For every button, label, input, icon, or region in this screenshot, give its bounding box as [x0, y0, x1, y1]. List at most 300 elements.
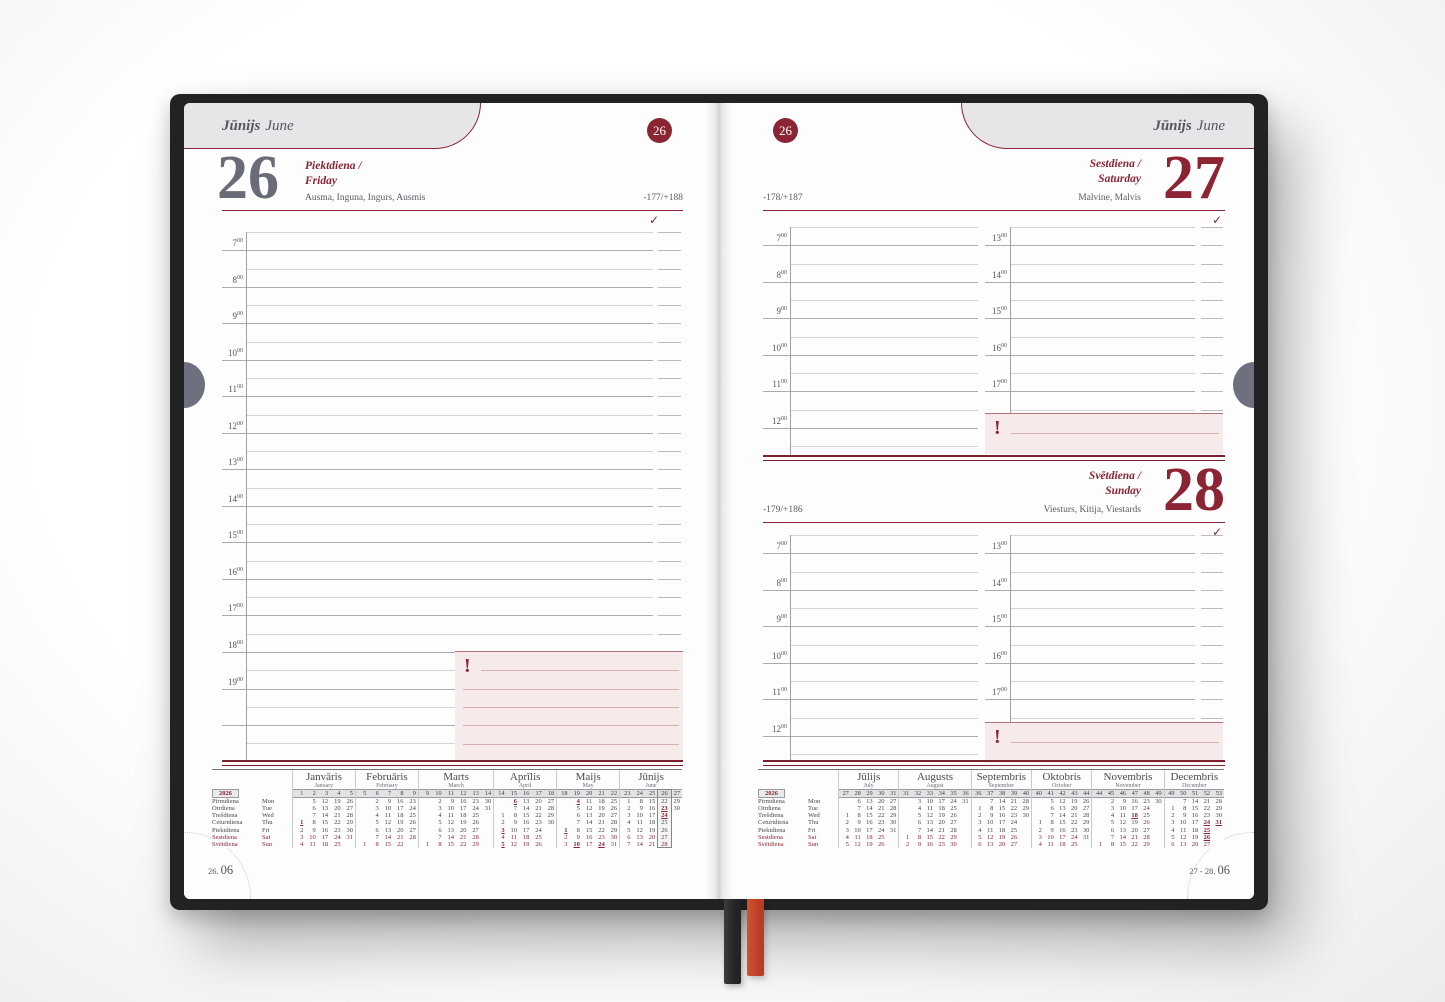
time-label: $16^{00}$	[228, 567, 243, 577]
margin-tick	[658, 561, 681, 562]
time-label: $11^{00}$	[228, 384, 243, 394]
alert-line	[463, 707, 679, 708]
time-label: $14^{00}$	[992, 578, 1007, 588]
calendar-weekday-label: Sestdiena Sat	[212, 833, 271, 841]
calendar-week-row: 3 10 17 24	[375, 805, 416, 813]
calendar-month-july: Jūlijs July 27 28 29 30 31 6 13 20 27 7 14 21 28 1 8 15 22 29 2 9 16 23 30 3 10 17 24 31 4 11 18 25 5 12 19 26	[838, 770, 898, 848]
double-rule	[222, 760, 683, 766]
margin-tick	[658, 323, 681, 324]
schedule-line	[985, 663, 1195, 664]
time-label: $14^{00}$	[228, 494, 243, 504]
margin-tick	[658, 542, 681, 543]
margin-tick	[1201, 572, 1223, 573]
margin-tick	[658, 615, 681, 616]
calendar-month-october: Oktobris October 40 41 42 43 44 5 12 19 26 6 13 20 27 7 14 21 28 1 8 15 22 29 2 9 16 23 30 3 10 17 24 31 4 11 18 25	[1031, 770, 1091, 848]
footer-day: 26.	[208, 866, 219, 876]
schedule-line	[222, 579, 653, 580]
check-mark: ✓	[1211, 525, 1222, 539]
margin-tick	[1201, 300, 1223, 301]
calendar-week-row: 1 8 15 22	[363, 840, 404, 848]
time-label: $8^{00}$	[776, 270, 787, 280]
calendar-month-january: Janvāris January 1 2 3 4 5 5 12 19 26 6 13 20 27 7 14 21 28 1 8 15 22 29 2 9 16 23 30 3 10 17 24 31 4 11 18 25	[292, 770, 355, 848]
alert-line	[1011, 433, 1219, 434]
schedule-line	[1010, 681, 1195, 682]
calendar-weekday-label: Ceturtdiena Thu	[758, 819, 819, 827]
calendar-week-row: 3 10 17 24 31	[564, 840, 618, 848]
margin-vertical-line	[1010, 227, 1011, 413]
namedays: Malvine, Malvis	[1078, 193, 1141, 203]
alert-notes-box	[455, 651, 683, 760]
day-number-26: 26	[217, 144, 279, 212]
calendar-week-row: 6 13 20 27	[857, 798, 897, 805]
margin-tick	[658, 378, 681, 379]
schedule-line	[985, 699, 1195, 700]
margin-tick	[1201, 337, 1223, 338]
margin-tick	[1201, 282, 1223, 283]
calendar-week-row: 5 12 19 26	[501, 840, 542, 848]
calendar-week-row: 4 11 18 25	[1110, 812, 1150, 820]
current-week-highlight	[657, 789, 671, 848]
calendar-month-august: Augusts August 31 32 33 34 35 36 3 10 17 24 31 4 11 18 25 5 12 19 26 6 13 20 27 7 14 21 28 1 8 15 22 29 2 9 16 23 30	[898, 770, 970, 848]
margin-tick	[658, 524, 681, 525]
schedule-line	[985, 282, 1195, 283]
calendar-month-june: Jūnijs June 23 24 25 26 27 1 8 15 22 29 2 9 16 23 30 3 10 17 24 4 11 18 25 5 12 19 26 6 13 20 27 7 14 21 28	[619, 770, 682, 848]
margin-tick	[1201, 608, 1223, 609]
margin-tick	[1201, 699, 1223, 700]
calendar-month-march: Marts March 9 10 11 12 13 14 2 9 16 23 30 3 10 17 24 31 4 11 18 25 5 12 19 26 6 13 20 27 7 14 21 28 1 8 15 22 29	[418, 770, 493, 848]
calendar-week-row: 4 11 18 25	[438, 812, 479, 820]
margin-tick	[1201, 663, 1223, 664]
schedule-line	[1010, 300, 1195, 301]
day-number-28: 28	[1163, 456, 1225, 524]
time-label: $10^{00}$	[772, 343, 787, 353]
schedule-line	[246, 634, 653, 635]
calendar-week-row: 6 13 20 27	[1171, 840, 1211, 848]
schedule-line	[763, 355, 978, 356]
time-label: $15^{00}$	[992, 306, 1007, 316]
schedule-line	[790, 645, 978, 646]
calendar-month-may: Maijs May 18 19 20 21 22 4 11 18 25 5 12 19 26 6 13 20 27 7 14 21 28 1 8 15 22 29 2 9 16 23 30 3 10 17 24 31	[556, 770, 619, 848]
bookmark-ribbon-red	[747, 899, 764, 976]
calendar-week-row: 3 10 17 24 31	[1171, 819, 1222, 827]
calendar-week-row: 1 8 15 22 29	[845, 812, 897, 820]
double-rule	[763, 455, 1225, 461]
schedule-line	[1010, 645, 1195, 646]
time-label: $12^{00}$	[772, 724, 787, 734]
margin-tick	[658, 305, 681, 306]
mini-calendar-jan-jun	[212, 769, 682, 848]
calendar-week-row: 1 8 15 22 29	[1099, 840, 1150, 848]
schedule-line	[763, 245, 978, 246]
double-rule	[763, 760, 1225, 766]
schedule-line	[222, 506, 653, 507]
calendar-week-row: 1 8 15 22 29	[564, 826, 618, 834]
time-label: $10^{00}$	[228, 348, 243, 358]
diary-book-cover	[170, 94, 1268, 910]
calendar-week-row: 7 14 21 28	[1110, 833, 1150, 841]
schedule-line	[1010, 373, 1195, 374]
namedays: Ausma, Inguna, Ingurs, Ausmis	[305, 193, 426, 203]
time-label: $10^{00}$	[772, 651, 787, 661]
margin-tick	[658, 634, 681, 635]
schedule-line	[222, 433, 653, 434]
alert-line	[463, 689, 679, 690]
time-label: $17^{00}$	[992, 687, 1007, 697]
margin-vertical-line	[790, 535, 791, 760]
schedule-line	[222, 542, 653, 543]
day-name	[1090, 157, 1141, 187]
time-label: $17^{00}$	[992, 379, 1007, 389]
margin-tick	[1201, 718, 1223, 719]
schedule-line	[246, 488, 653, 489]
schedule-line	[763, 318, 978, 319]
alert-line	[463, 744, 679, 745]
calendar-weekday-label: Otrdiena Tue	[212, 805, 272, 813]
calendar-week-row: 2 9 16 23 30	[300, 826, 353, 834]
schedule-line	[790, 754, 978, 755]
calendar-month-april: Aprīlis April 14 15 16 17 18 6 13 20 27 7 14 21 28 1 8 15 22 29 2 9 16 23 30 3 10 17 24 4 11 18 25 5 12 19 26	[493, 770, 556, 848]
month-title	[222, 118, 294, 135]
schedule-line	[763, 663, 978, 664]
calendar-week-row: 4 11 18 25	[917, 805, 957, 813]
calendar-week-row: 3 10 17 24	[1110, 805, 1150, 813]
thumb-notch	[1233, 362, 1254, 408]
margin-tick	[1201, 318, 1223, 319]
calendar-week-row: 6 13 20 27	[978, 840, 1018, 848]
margin-tick	[658, 433, 681, 434]
month-name-en: June	[265, 118, 294, 134]
calendar-week-row: 1 8 15 22 29	[1171, 805, 1222, 813]
schedule-line	[985, 590, 1195, 591]
calendar-week-row: 2 9 16 23 30	[1171, 812, 1222, 820]
calendar-week-row: 6 13 20 27	[627, 833, 668, 841]
schedule-line	[790, 446, 978, 447]
time-label: $8^{00}$	[232, 275, 243, 285]
week-number-badge: 26	[647, 118, 672, 143]
day-name-lv: Svētdiena /	[1088, 470, 1141, 482]
calendar-week-row: 5 12 19 26	[845, 840, 885, 848]
margin-vertical-line	[790, 227, 791, 455]
margin-tick	[1201, 373, 1223, 374]
margin-vertical-line	[1010, 535, 1011, 722]
margin-tick	[1201, 553, 1223, 554]
schedule-line	[763, 428, 978, 429]
margin-tick	[658, 250, 681, 251]
calendar-week-row: 1 8 15 22 29	[1038, 819, 1090, 827]
calendar-week-row: 5 12 19 26	[1110, 819, 1150, 827]
day-name	[1089, 469, 1141, 499]
calendar-week-row: 4 11 18 25	[627, 819, 668, 827]
schedule-line	[246, 269, 653, 270]
schedule-line	[1010, 572, 1195, 573]
calendar-week-row: 2 9 16 23 30	[1110, 798, 1162, 805]
schedule-line	[790, 264, 978, 265]
exclamation-mark: !	[994, 417, 1001, 439]
schedule-line	[222, 360, 653, 361]
schedule-line	[1010, 264, 1195, 265]
calendar-week-row: 4 11 18 25	[300, 840, 341, 848]
calendar-week-row: 6 13 20 27	[917, 819, 957, 827]
schedule-line	[246, 597, 653, 598]
time-label: $16^{00}$	[992, 343, 1007, 353]
calendar-week-row: 1 8 15 22 29	[906, 833, 957, 841]
schedule-line	[790, 373, 978, 374]
calendar-week-row: 2 9 16 23 30	[438, 798, 492, 805]
calendar-weekday-label: Trešdiena Wed	[212, 812, 274, 820]
day-name-lv: Sestdiena /	[1089, 158, 1141, 170]
time-label: $11^{00}$	[772, 379, 787, 389]
sun-times: -177/+188	[643, 193, 683, 203]
margin-tick	[1201, 645, 1223, 646]
schedule-line	[222, 287, 653, 288]
calendar-week-row: 5 12 19 26	[917, 812, 957, 820]
bookmark-ribbon-black	[724, 899, 741, 984]
month-name-lv: Jūnijs	[222, 118, 261, 134]
exclamation-mark: !	[994, 726, 1001, 748]
calendar-week-row: 6 13 20 27	[1110, 826, 1150, 834]
margin-tick	[1201, 626, 1223, 627]
time-label: $9^{00}$	[776, 614, 787, 624]
calendar-week-row: 3 10 17 24 31	[917, 798, 969, 805]
page-footer	[1189, 861, 1230, 879]
schedule-line	[222, 250, 653, 251]
sun-times: -179/+186	[763, 505, 803, 515]
day-name	[305, 159, 362, 189]
schedule-line	[985, 553, 1195, 554]
margin-tick	[1201, 227, 1223, 228]
time-label: $7^{00}$	[776, 233, 787, 243]
page-footer	[208, 861, 233, 879]
time-label: $12^{00}$	[772, 416, 787, 426]
calendar-week-row: 1 8 15 22 29	[978, 805, 1029, 813]
time-label: $7^{00}$	[776, 541, 787, 551]
calendar-weekday-label: Ceturtdiena Thu	[212, 819, 273, 827]
month-name-lv: Jūnijs	[1153, 118, 1192, 134]
exclamation-mark: !	[464, 655, 471, 677]
time-label: $9^{00}$	[232, 311, 243, 321]
margin-vertical-line	[246, 232, 247, 760]
schedule-line	[222, 469, 653, 470]
calendar-week-row: 3 10 17 24	[501, 826, 542, 834]
calendar-week-row: 6 13 20 27	[1050, 805, 1090, 813]
calendar-week-row: 7 14 21 28	[375, 833, 416, 841]
margin-tick	[658, 579, 681, 580]
schedule-line	[246, 451, 653, 452]
time-label: $11^{00}$	[772, 687, 787, 697]
calendar-week-row: 4 11 18 25	[576, 798, 618, 805]
schedule-line	[763, 282, 978, 283]
calendar-week-row: 7 14 21 28	[1183, 798, 1222, 805]
margin-tick	[1201, 264, 1223, 265]
day-name-lv: Piektdiena /	[305, 160, 362, 172]
alert-notes-box	[985, 722, 1223, 763]
mini-calendar-jul-dec	[758, 769, 1224, 848]
calendar-week-row: 2 9 16 23 30	[564, 833, 618, 841]
calendar-weekday-label: Piektdiena Fri	[758, 826, 816, 834]
calendar-week-row: 5 12 19 26	[978, 833, 1018, 841]
calendar-week-row: 5 12 19 26	[1050, 798, 1090, 805]
time-label: $14^{00}$	[992, 270, 1007, 280]
check-mark: ✓	[1211, 213, 1222, 227]
time-label: $16^{00}$	[992, 651, 1007, 661]
calendar-week-row: 4 11 18 25	[845, 833, 885, 841]
calendar-week-row: 5 12 19 26	[627, 826, 668, 834]
footer-month: 06	[1217, 863, 1230, 877]
header-rule	[222, 210, 683, 211]
schedule-line	[790, 718, 978, 719]
calendar-week-row: 7 14 21 28	[1050, 812, 1090, 820]
schedule-line	[246, 524, 653, 525]
alert-line	[481, 670, 679, 671]
schedule-line	[790, 410, 978, 411]
calendar-day-labels	[758, 770, 838, 848]
day-number-27: 27	[1163, 144, 1225, 212]
calendar-week-row: 1 8 15 22 29	[300, 819, 353, 827]
month-name-en: June	[1196, 118, 1225, 134]
schedule-line	[246, 561, 653, 562]
schedule-line	[246, 342, 653, 343]
calendar-week-row: 2 9 16 23	[375, 798, 416, 805]
schedule-line	[790, 608, 978, 609]
calendar-year: 2026	[758, 789, 785, 798]
calendar-week-row: 3 10 17 24 31	[438, 805, 492, 813]
schedule-line	[790, 300, 978, 301]
margin-tick	[1201, 391, 1223, 392]
calendar-week-row: 6 13 20 27	[576, 812, 618, 820]
schedule-line	[246, 378, 653, 379]
calendar-week-row: 1 8 15 22 29	[627, 798, 681, 805]
margin-tick	[658, 488, 681, 489]
time-label: $18^{00}$	[228, 640, 243, 650]
calendar-week-row: 3 10 17 24 31	[845, 826, 897, 834]
alert-notes-box	[985, 413, 1223, 454]
time-label: $19^{00}$	[228, 677, 243, 687]
margin-tick	[1201, 681, 1223, 682]
calendar-week-row: 5 12 19 26	[576, 805, 618, 813]
calendar-week-row: 5 12 19 26	[438, 819, 479, 827]
footer-month: 06	[220, 863, 234, 877]
time-label: $15^{00}$	[992, 614, 1007, 624]
schedule-line	[246, 305, 653, 306]
margin-tick	[658, 451, 681, 452]
time-label: $17^{00}$	[228, 603, 243, 613]
calendar-week-row: 1 8 15 22 29	[501, 812, 555, 820]
calendar-week-row: 3 10 17 24 31	[300, 833, 353, 841]
schedule-line	[790, 227, 978, 228]
calendar-week-row: 5 12 19 26	[1171, 833, 1211, 841]
calendar-week-row: 6 13 20 27	[312, 805, 353, 813]
calendar-weekday-label: Sestdiena Sat	[758, 833, 817, 841]
alert-line	[1011, 742, 1219, 743]
time-label: $7^{00}$	[232, 238, 243, 248]
schedule-line	[246, 232, 653, 233]
schedule-grid-28-afternoon	[985, 535, 1223, 736]
thumb-notch	[184, 362, 205, 408]
open-pages	[184, 103, 1254, 899]
margin-tick	[658, 396, 681, 397]
month-title	[1153, 118, 1225, 135]
calendar-weekday-label: Piektdiena Fri	[212, 826, 270, 834]
calendar-month-december: Decembris December 49 50 51 52 53 7 14 21 28 1 8 15 22 29 2 9 16 23 30 3 10 17 24 31 4 11 18 25 5 12 19 26 6 13 20 27	[1164, 770, 1224, 848]
calendar-year: 2026	[212, 789, 239, 798]
schedule-grid-27-afternoon	[985, 227, 1223, 428]
margin-tick	[658, 287, 681, 288]
margin-tick	[658, 232, 681, 233]
time-label: $8^{00}$	[776, 578, 787, 588]
calendar-weekday-label: Svētdiena Sun	[758, 840, 819, 848]
footer-day: 27 - 28.	[1189, 866, 1216, 876]
schedule-line	[222, 396, 653, 397]
schedule-line	[1010, 608, 1195, 609]
calendar-week-row: 7 14 21 28	[857, 805, 897, 813]
calendar-week-row: 7 14 21 28	[576, 819, 618, 827]
schedule-line	[763, 391, 978, 392]
schedule-line	[1010, 410, 1195, 411]
calendar-week-row: 5 12 19 26	[312, 798, 353, 805]
schedule-grid-28-morning	[763, 535, 978, 773]
margin-tick	[1201, 410, 1223, 411]
calendar-week-row: 2 9 16 23 30	[627, 805, 681, 813]
schedule-line	[763, 553, 978, 554]
calendar-week-row: 4 11 18 25	[1038, 840, 1078, 848]
schedule-line	[985, 245, 1195, 246]
week-number-badge: 26	[773, 118, 798, 143]
time-label: $12^{00}$	[228, 421, 243, 431]
margin-tick	[658, 469, 681, 470]
schedule-line	[1010, 227, 1195, 228]
calendar-week-row: 4 11 18 25	[978, 826, 1018, 834]
schedule-line	[763, 699, 978, 700]
calendar-week-row: 2 9 16 23 30	[978, 812, 1029, 820]
calendar-week-row: 1 8 15 22 29	[426, 840, 479, 848]
header-rule	[763, 522, 1225, 523]
calendar-month-february: Februāris February 5 6 7 8 9 2 9 16 23 3 10 17 24 4 11 18 25 5 12 19 26 6 13 20 27 7 14 21 28 1 8 15 22	[355, 770, 418, 848]
calendar-week-row: 7 14 21 28	[990, 798, 1029, 805]
calendar-week-row: 2 9 16 23 30	[845, 819, 897, 827]
calendar-week-row: 3 10 17 24	[978, 819, 1018, 827]
calendar-week-row: 2 9 16 23 30	[906, 840, 957, 848]
schedule-line	[790, 572, 978, 573]
margin-tick	[658, 269, 681, 270]
schedule-line	[1010, 337, 1195, 338]
schedule-line	[763, 626, 978, 627]
sun-times: -178/+187	[763, 193, 803, 203]
schedule-grid-27-morning	[763, 227, 978, 465]
calendar-week-row: 4 11 18 25	[1171, 826, 1211, 834]
calendar-week-row: 7 14 21 28	[917, 826, 957, 834]
time-label: $15^{00}$	[228, 530, 243, 540]
calendar-week-row: 7 14 21 28	[438, 833, 479, 841]
day-name-en: Friday	[305, 174, 337, 187]
day-name-en: Saturday	[1098, 172, 1141, 185]
calendar-weekday-label: Otrdiena Tue	[758, 805, 818, 813]
schedule-line	[763, 590, 978, 591]
calendar-week-row: 6 13 20 27	[375, 826, 416, 834]
schedule-line	[1010, 718, 1195, 719]
calendar-week-row: 2 9 16 23 30	[501, 819, 555, 827]
calendar-weekday-label: Trešdiena Wed	[758, 812, 820, 820]
day-name-en: Sunday	[1105, 484, 1141, 497]
calendar-weekday-label: Pirmdiena Mon	[758, 798, 821, 805]
schedule-line	[790, 681, 978, 682]
schedule-line	[222, 615, 653, 616]
margin-tick	[658, 360, 681, 361]
schedule-line	[1010, 535, 1195, 536]
schedule-line	[985, 626, 1195, 627]
calendar-day-labels	[212, 770, 292, 848]
margin-tick	[1201, 590, 1223, 591]
calendar-week-row: 3 10 17 24	[627, 812, 668, 820]
